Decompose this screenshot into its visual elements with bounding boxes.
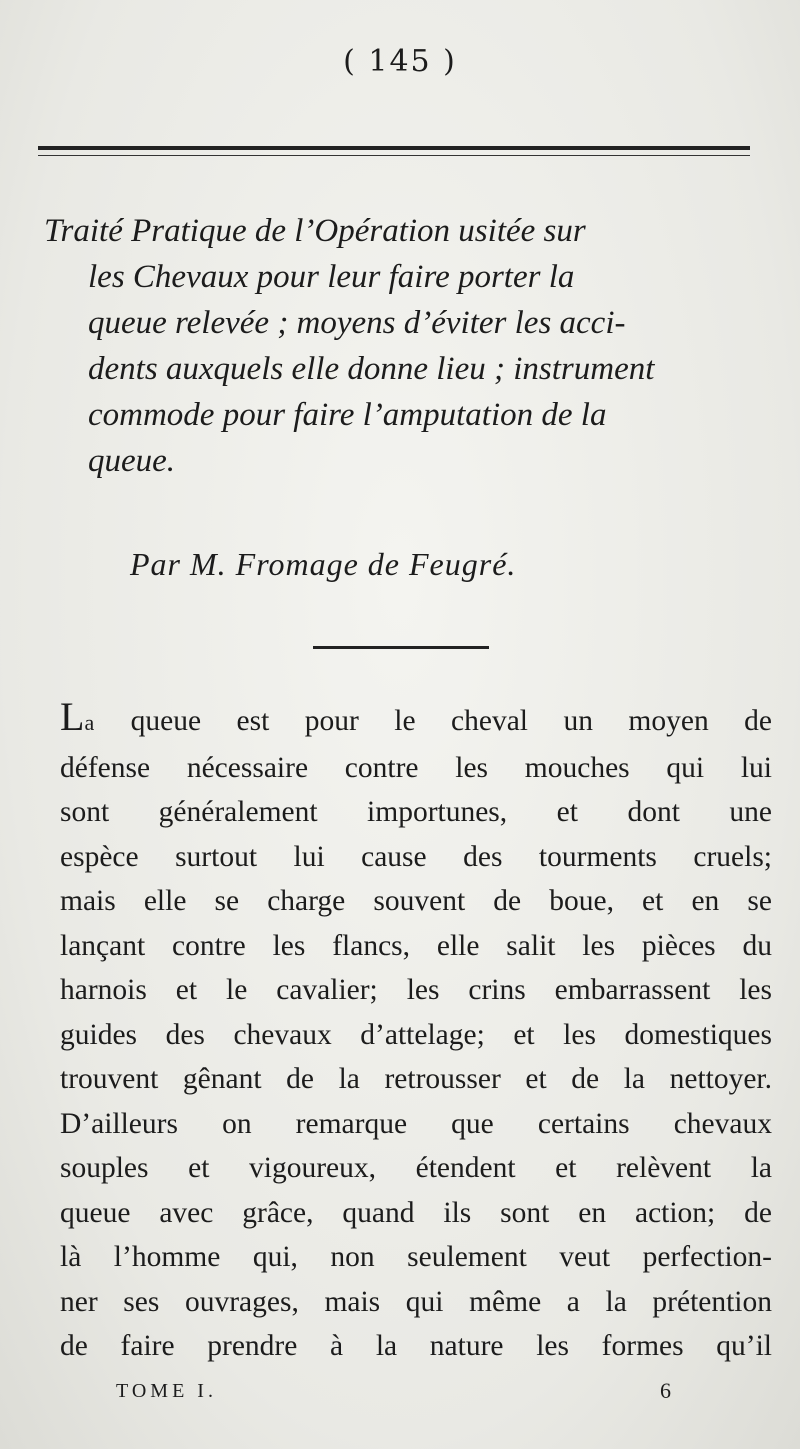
- section-divider: [313, 646, 489, 649]
- header-rule-thick: [38, 146, 750, 150]
- title-line: dents auxquels elle donne lieu ; instrument: [88, 351, 655, 387]
- body-line-first: [60, 695, 772, 746]
- body-line-text: queue est pour le cheval un moyen de: [95, 705, 772, 737]
- body-text: [60, 695, 772, 1369]
- author-prefix: Par M.: [130, 546, 227, 582]
- body-line: guides des chevaux d’attelage; et les domestiques: [60, 1018, 772, 1051]
- body-line: là l’homme qui, non seulement veut perfection-: [60, 1241, 772, 1273]
- article-title: [44, 208, 756, 484]
- body-line: défense nécessaire contre les mouches qui lui: [60, 751, 772, 784]
- signature-mark: TOME I.: [116, 1380, 217, 1402]
- body-line: souples et vigoureux, étendent et relèvent la: [60, 1152, 772, 1184]
- drop-cap: L: [60, 694, 85, 739]
- body-line: harnois et le cavalier; les crins embarrassent les: [60, 974, 772, 1006]
- author-name: Fromage de Feugré.: [235, 546, 517, 582]
- drop-cap-rest: a: [84, 710, 96, 735]
- body-line: de faire prendre à la nature les formes qu’il: [60, 1330, 772, 1362]
- header-rule-thin: [38, 155, 750, 156]
- title-line: les Chevaux pour leur faire porter la: [88, 259, 575, 295]
- title-line: queue.: [88, 443, 176, 479]
- body-line: espèce surtout lui cause des tourments cruels;: [60, 840, 772, 873]
- title-line: commode pour faire l’amputation de la: [88, 397, 607, 433]
- title-line: queue relevée ; moyens d’éviter les acci-: [88, 305, 626, 341]
- body-line: trouvent gênant de la retrousser et de la nettoyer.: [60, 1063, 772, 1095]
- body-line: ner ses ouvrages, mais qui même a la prétention: [60, 1285, 772, 1318]
- body-line: queue avec grâce, quand ils sont en action; de: [60, 1196, 772, 1229]
- page-number: ( 145 ): [343, 44, 457, 79]
- body-line: mais elle se charge souvent de boue, et en se: [60, 885, 772, 917]
- body-line: lançant contre les flancs, elle salit les pièces du: [60, 929, 772, 962]
- body-line: sont généralement importunes, et dont une: [60, 796, 772, 828]
- gathering-number: 6: [660, 1378, 671, 1403]
- title-line: Traité Pratique de l’Opération usitée sur: [44, 213, 586, 249]
- article-author: [130, 546, 770, 583]
- body-line: D’ailleurs on remarque que certains chevaux: [60, 1107, 772, 1140]
